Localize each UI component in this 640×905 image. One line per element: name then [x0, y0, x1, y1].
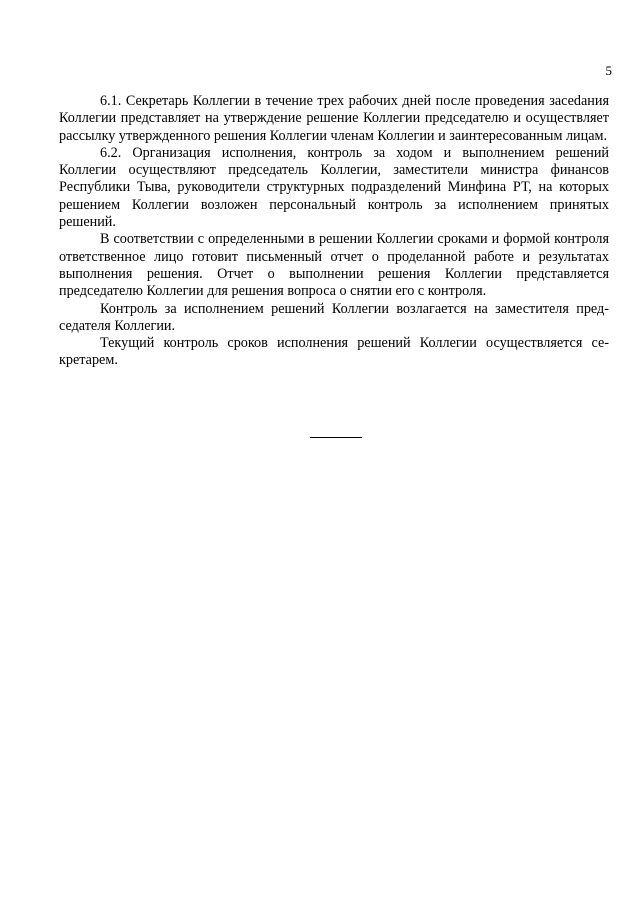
end-of-text-rule: [310, 437, 362, 438]
paragraph-report-control: В соответствии с определенными в решении Коллегии сроками и формой контроля ответственное лицо готовит письменный отчет о проделанной работе и результатах выполнения решения. Отчет о выполнении решения Коллегии представляется председателю Коллегии для решения вопроса о снятии его с контроля.: [59, 231, 609, 300]
paragraph-deputy-control: Контроль за исполнением решений Коллегии возлагается на заместителя председателя Коллегии.: [59, 300, 609, 334]
paragraph-6-2: 6.2. Организация исполнения, контроль за ходом и выполнением решений Коллегии осуществляют председатель Коллегии, заместители министра финансов Республики Тыва, руководители структурных подразделений Минфина РТ, на которых решением Коллегии возложен персональный контроль за исполнением принятых решений.: [59, 144, 609, 231]
paragraph-secretary-control: Текущий контроль сроков исполнения решений Коллегии осуществляется секретарем.: [59, 335, 609, 369]
page-number: 5: [605, 63, 612, 78]
document-body: [59, 93, 609, 370]
paragraph-6-1: 6.1. Секретарь Коллегии в течение трех рабочих дней после проведения засеdания Коллегии представляет на утверждение решение Коллегии председателю и осуществляет рассылку утвержденного решения Коллегии членам Коллегии и заинтересованным лицам.: [59, 93, 609, 144]
